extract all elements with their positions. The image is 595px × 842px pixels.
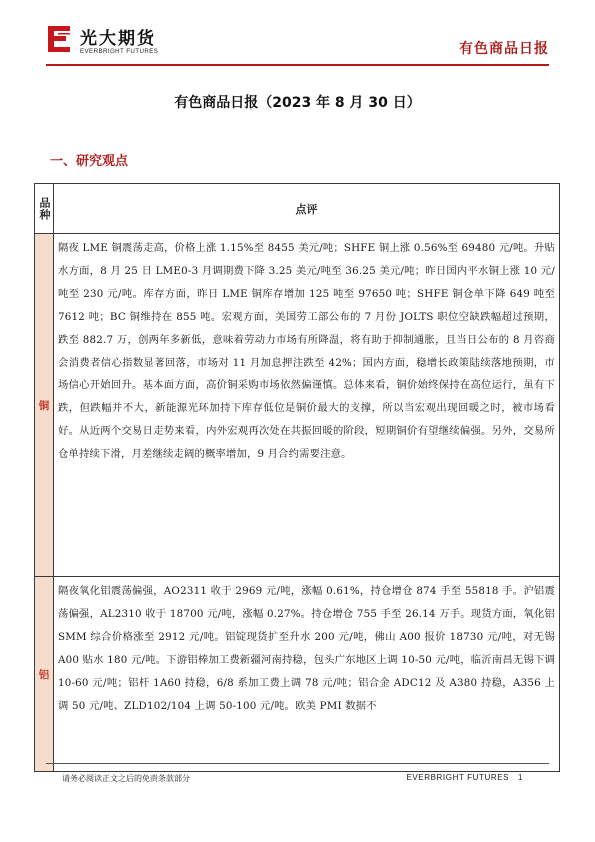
footer-company-page <box>406 773 523 782</box>
header-divider <box>46 64 549 66</box>
category-copper: 铜 <box>35 234 54 577</box>
footer-disclaimer: 请务必阅读正文之后的免责条款部分 <box>62 774 190 783</box>
company-logo <box>46 22 196 62</box>
section-heading: 一、研究观点 <box>50 154 129 169</box>
footer-divider <box>46 763 549 764</box>
page-number: 1 <box>517 773 523 782</box>
header-comment: 点评 <box>54 184 560 234</box>
logo-chinese-name: 光大期货 <box>80 29 156 49</box>
logo-mark-icon <box>46 24 72 54</box>
comment-aluminum: 隔夜氧化铝震荡偏强，AO2311 收于 2969 元/吨，涨幅 0.61%，持仓增仓 874 手至 55818 手。沪铝震荡偏强，AL2310 收于 18700 元/吨，涨幅 0.27%。持仓增仓 755 手至 26.14 万手。现货方面，氧化铝 SMM 综合价格涨至 2912 元/吨。铝锭现货扩至升水 200 元/吨，佛山 A00 报价 18730 元/吨，对无锡 A00 贴水 180 元/吨。下游铝棒加工费新疆河南持稳，包头广东地区上调 10-50 元/吨，临沂南昌无锡下调 10-60 元/吨；铝杆 1A60 持稳，6/8 系加工费上调 78 元/吨；铝合金 ADC12 及 A380 持稳，A356 上调 50 元/吨、ZLD102/104 上调 50-100 元/吨。欧美 PMI 数据不 <box>54 577 560 772</box>
research-table <box>34 183 560 772</box>
logo-english-name: EVERBRIGHT FUTURES <box>80 48 159 55</box>
report-type-label: 有色商品日报 <box>459 41 549 57</box>
table-row <box>35 577 560 772</box>
table-header-row <box>35 184 560 234</box>
report-title: 有色商品日报（2023 年 8 月 30 日） <box>174 95 421 111</box>
header-category-label: 品种 <box>38 196 51 221</box>
header-category <box>35 184 54 234</box>
comment-copper: 隔夜 LME 铜震荡走高，价格上涨 1.15%至 8455 美元/吨；SHFE 铜上涨 0.56%至 69480 元/吨。升贴水方面，8 月 25 日 LME0-3 月调期费下降 3.25 美元/吨至 36.25 美元/吨；昨日国内平水铜上涨 10 元/吨至 230 元/吨。库存方面，昨日 LME 铜库存增加 125 吨至 97650 吨；SHFE 铜仓单下降 649 吨至 7612 吨；BC 铜维持在 855 吨。宏观方面，美国劳工部公布的 7 月份 JOLTS 职位空缺跌幅超过预期，跌至 882.7 万，创两年多新低，意味着劳动力市场有所降温，将有助于抑制通胀，且当日公布的 8 月咨商会消费者信心指数显著回落，市场对 11 月加息押注跌至 42%；国内方面，稳增长政策陆续落地预期，市场信心开始回升。基本面方面，高价铜采购市场依然偏谨慎。总体来看，铜价始终保持在高位运行，虽有下跌，但跌幅并不大，新能源光环加持下库存低位是铜价最大的支撑，所以当宏观出现回暖之时，被市场看好。从近两个交易日走势来看，内外宏观再次处在共振回暖的阶段，短期铜价有望继续偏强。另外，交易所仓单持续下滑，月差继续走阔的概率增加，9 月合约需要注意。 <box>54 234 560 577</box>
category-aluminum: 铝 <box>35 577 54 772</box>
footer-company: EVERBRIGHT FUTURES <box>406 773 510 782</box>
table-row <box>35 234 560 577</box>
